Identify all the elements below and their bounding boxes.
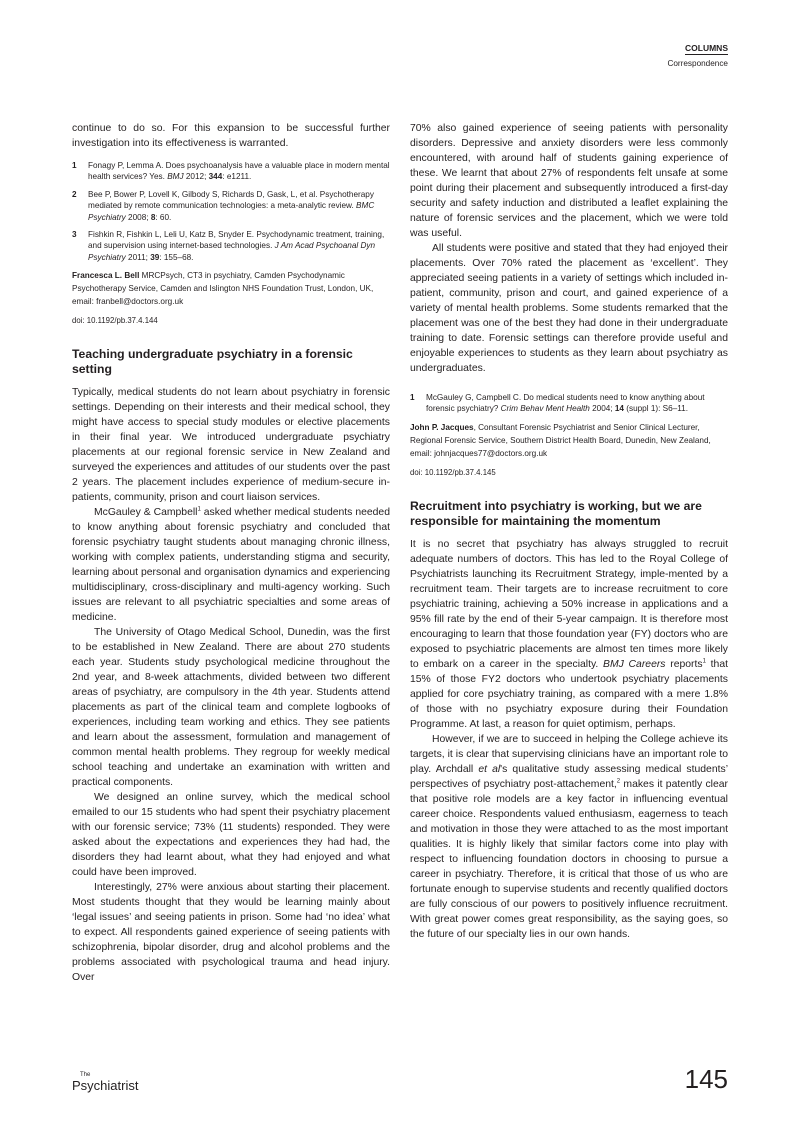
paragraph: However, if we are to succeed in helping the College achieve its targets, it is clear that supervising clinicians have an important role to play. Archdall et al's qualitative study assessing medical students’ perspectives of psychiatry post-attachement,$^2$ makes it patently clear that positive role models are a key factor in influencing eventual career choice. Respondents valued enthusiasm, eagerness to teach and motivation in those they were attached to as the most important qualities. It is highly likely that similar factors come into play with respect to influencing foundation doctors in choosing to pursue a career in psychiatry. Therefore, it is critical that those of us who are fortunate enough to supervise students and recently qualified doctors are fully conscious of our powers to positively influence recruitment. With great power comes great responsibility, as the saying goes, so the future of our specialty lies in our own hands.: [410, 733, 729, 940]
paragraph: All students were positive and stated that they had enjoyed their placements. Over 70% rated the placement as ‘excellent’. They appreciated seeing patients in a variety of settings which included in-patient, community, prison and court, and gained experience of a variety of mental health problems. Some students remarked that the placement was one of the best they had done in their undergraduate training to date. Forensic settings can therefore provide useful and enjoyable experiences to students as they learn about psychiatry as undergraduates.: [410, 243, 728, 374]
doi: doi: 10.1192/pb.37.4.145: [410, 467, 496, 477]
paragraph: 70% also gained experience of seeing patients with personality disorders. Depressive and anxiety disorders were less commonly encountered, with around half of students gaining experience of these. We learnt that about 27% of respondents felt unsafe at some point during their placement and subsequently introduced a first-day security and safety induction and distributed a leaflet explaining the nature of forensic services and the placement, which we were told was useful.: [410, 123, 728, 239]
article-body: [410, 537, 728, 942]
running-header: [72, 38, 728, 121]
reference-number: 3: [72, 230, 77, 240]
journal-logo: The Psychiatrist: [72, 1072, 139, 1093]
section-label: COLUMNS: [685, 43, 728, 53]
article-title: Teaching undergraduate psychiatry in a forensic setting: [72, 347, 353, 377]
paragraph: It is no secret that psychiatry has always struggled to recruit adequate numbers of doctors. This has led to the Royal College of Psychiatrists launching its Recruitment Strategy, imple-mented by a recruitment team. Their targets are to increase recruitment to core psychiatric training, achieving a 50% increase in applications and a 95% fill rate by the end of their 5-year campaign. It is therefore most encouraging to learn that those foundation year (FY) doctors who are exposed to psychiatric placements are almost ten times more likely to embark on a career in the specialty. BMJ Careers reports$^1$ that 15% of those FY2 doctors who undertook psychiatry placements applied for core psychiatry training, as compared with a mere 1.8% of those with no psychiatry exposure during their Foundation Programme. At last, a reason for quiet optimism, perhaps.: [410, 538, 729, 730]
author-affiliation: Francesca L. Bell MRCPsych, CT3 in psychiatry, Camden Psychodynamic Psychotherapy Service, Camden and Islington NHS Foundation Trust, London, UK, email: franbell@doctors.org.uk: [72, 271, 374, 307]
continuation-paragraph: continue to do so. For this expansion to be successful further investigation into its effectiveness is warranted.: [72, 123, 390, 149]
article-body-continued: [410, 121, 728, 376]
reference-list: [410, 392, 728, 415]
article-title: Recruitment into psychiatry is working, but we are responsible for maintaining the momentum: [410, 498, 702, 528]
page-number: 145: [684, 1064, 728, 1094]
reference-number: 1: [410, 393, 415, 402]
author-affiliation: John P. Jacques, Consultant Forensic Psychiatrist and Senior Clinical Lecturer, Regional Forensic Service, Southern District Health Board, Dunedin, New Zealand, email: johnjacques77@doctors.org.uk: [410, 422, 711, 458]
left-column: [72, 121, 390, 985]
paragraph: McGauley & Campbell$^1$ asked whether medical students needed to know anything about forensic psychiatry and concluded that forensic psychiatry taught students about managing chronic illness, working with complex patients, understanding stigma and security, learning about personal and organisation dynamics and experiencing multidisciplinary, cross-disciplinary and multi-agency working. Such issues are relevant to all psychiatric specialties and some areas of medicine.: [72, 506, 390, 624]
subsection-label: Correspondence: [667, 59, 728, 68]
reference-item: 2 Bee P, Bower P, Lovell K, Gilbody S, Richards D, Gask, L, et al. Psychotherapy mediated by remote communication technologies: a meta-analytic review. BMC Psychiatry 2008; 8: 60.: [72, 189, 375, 222]
reference-item: 1 Fonagy P, Lemma A. Does psychoanalysis have a valuable place in modern mental health services? Yes. BMJ 2012; 344: e1211.: [72, 161, 390, 182]
reference-item: 1 McGauley G, Campbell C. Do medical students need to know anything about forensic psychiatry? Crim Behav Ment Health 2004; 14 (suppl 1): S6–11.: [410, 393, 705, 414]
columns: [72, 121, 728, 985]
reference-number: 2: [72, 189, 77, 199]
reference-list: [72, 160, 390, 263]
doi: doi: 10.1192/pb.37.4.144: [72, 316, 158, 326]
paragraph: The University of Otago Medical School, Dunedin, was the first to be established in New Zealand. There are about 270 students each year. Students study psychological medicine throughout the 2nd year, and 8-week attachments, divided between two different areas of psychiatry, are compulsory in the 4th year. Students attend placements as part of the clinical team and complete logbooks of experiences, including team working and ethics. They see patients and learn about the assessment, formulation and management of common mental health problems. They regroup for weekly medical school teaching and undertake an examination with written and practical components.: [72, 627, 390, 789]
reference-item: 3 Fishkin R, Fishkin L, Leli U, Katz B, Snyder E. Psychodynamic treatment, training, and supervision using internet-based technologies. J Am Acad Psychoanal Dyn Psychiatry 2011; 39: 155–68.: [72, 230, 385, 262]
page-footer: [72, 1051, 728, 1133]
right-column: [410, 121, 728, 942]
paragraph: Interestingly, 27% were anxious about starting their placement. Most students thought that they would be learning mainly about ‘legal issues’ and seeing patients in prison. Some had ‘no idea’ what to expect. All respondents gained experience of seeing patients with schizophrenia, bipolar disorder, drug and alcohol problems and the problems associated with psychological trauma and head injury. Over: [72, 882, 390, 984]
article-body: [72, 385, 390, 985]
paragraph: We designed an online survey, which the medical school emailed to our 15 students who had spent their psychiatry placement with our forensic service; 73% (11 students) responded. They were asked about the expectations and experiences they had had, the disorders they had learnt about, what they had enjoyed and what could have been improved.: [72, 792, 390, 879]
reference-number: 1: [72, 161, 77, 170]
paragraph: Typically, medical students do not learn about psychiatry in forensic settings. Depending on their interests and their medical school, they might have access to special study modules or elective placements in their final year. We introduced undergraduate psychiatry placements at our regional forensic service in New Zealand and surveyed the experiences and attitudes of our students over the past 2 years. The placement includes experience of medium-secure in-patients, community, prison and court liaison services.: [72, 387, 390, 504]
